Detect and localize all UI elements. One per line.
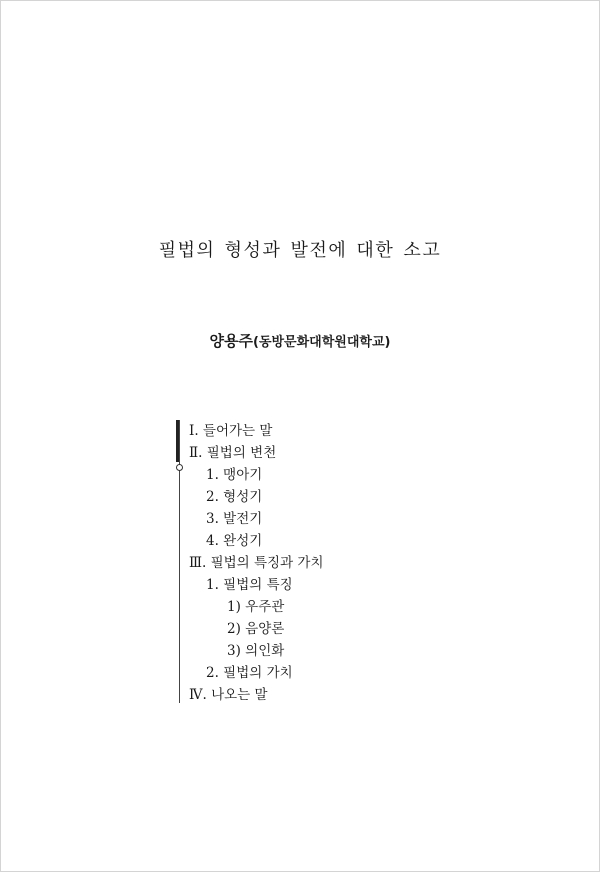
toc-item-history-sprout: 1. 맹아기: [206, 467, 263, 483]
toc-item-history-completion: 4. 완성기: [206, 533, 263, 549]
author-affiliation: (동방문화대학원대학교): [253, 335, 391, 350]
toc-item-intro: Ⅰ. 들어가는 말: [189, 423, 273, 439]
toc-item-personification: 3) 의인화: [227, 643, 285, 659]
toc-item-features-value: Ⅲ. 필법의 특징과 가치: [189, 555, 324, 571]
toc-circle-marker: [176, 464, 183, 471]
toc-item-history: Ⅱ. 필법의 변천: [189, 445, 277, 461]
toc-vertical-rule: [179, 420, 180, 703]
toc-item-features: 1. 필법의 특징: [206, 577, 293, 593]
toc-item-history-development: 3. 발전기: [206, 511, 263, 527]
toc-item-history-formation: 2. 형성기: [206, 489, 263, 505]
toc-item-conclusion: Ⅳ. 나오는 말: [189, 687, 268, 703]
toc-item-cosmology: 1) 우주관: [227, 599, 285, 615]
table-of-contents: [176, 418, 436, 708]
paper-title: 필법의 형성과 발전에 대한 소고: [158, 240, 442, 261]
author-line: [0, 330, 600, 351]
author-name: 양용주: [209, 332, 253, 350]
toc-item-value: 2. 필법의 가치: [206, 665, 293, 681]
toc-thick-bar: [176, 420, 179, 462]
toc-item-yinyang: 2) 음양론: [227, 621, 285, 637]
